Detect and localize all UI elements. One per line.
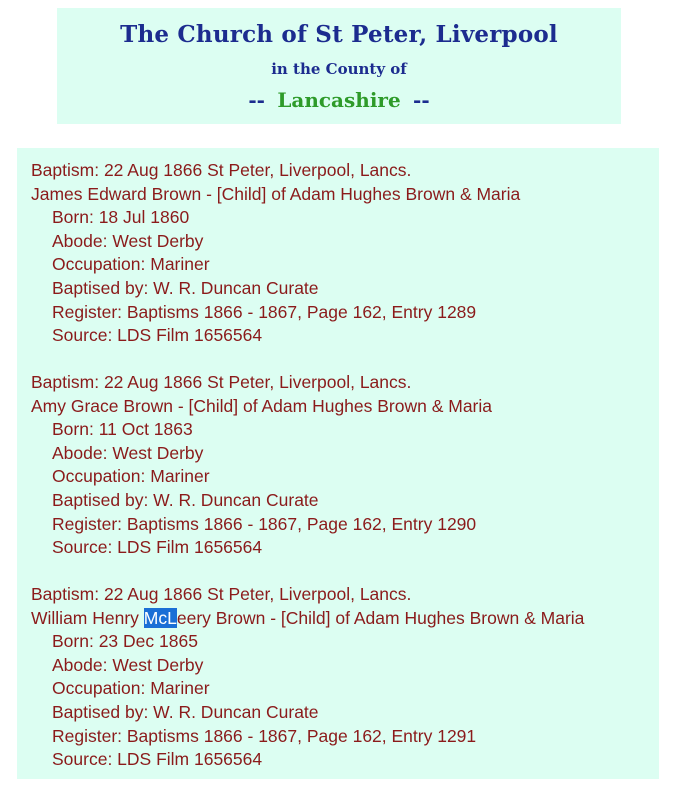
register-line: Register: Baptisms 1866 - 1867, Page 162, Entry 1290 (52, 513, 477, 534)
born-line: Born: 18 Jul 1860 (52, 207, 190, 228)
name-line: Amy Grace Brown - [Child] of Adam Hughes Brown & Maria (31, 395, 493, 416)
born-line: Born: 23 Dec 1865 (52, 631, 198, 652)
register-line: Register: Baptisms 1866 - 1867, Page 162, Entry 1289 (52, 301, 477, 322)
name-text-after: eery Brown - [Child] of Adam Hughes Brown & Maria (176, 607, 585, 628)
occupation-line: Occupation: Mariner (52, 678, 210, 699)
dash-left: -- (248, 88, 265, 112)
source-line: Source: LDS Film 1656564 (52, 325, 263, 346)
baptism-record (31, 371, 492, 560)
name-text-before: William Henry (31, 607, 144, 628)
page-header (57, 8, 621, 124)
baptism-record (31, 583, 584, 772)
county-name-line (57, 88, 621, 112)
baptised-by-line: Baptised by: W. R. Duncan Curate (52, 277, 319, 298)
name-line: James Edward Brown - [Child] of Adam Hughes Brown & Maria (31, 183, 521, 204)
occupation-line: Occupation: Mariner (52, 254, 210, 275)
baptism-line: Baptism: 22 Aug 1866 St Peter, Liverpool, Lancs. (31, 372, 412, 392)
abode-line: Abode: West Derby (52, 442, 204, 463)
county-name: Lancashire (277, 88, 401, 112)
born-line: Born: 11 Oct 1863 (52, 419, 193, 440)
records-panel (17, 148, 659, 779)
baptised-by-line: Baptised by: W. R. Duncan Curate (52, 701, 319, 722)
abode-line: Abode: West Derby (52, 654, 204, 675)
selected-text[interactable]: McL (143, 607, 177, 628)
register-line: Register: Baptisms 1866 - 1867, Page 162, Entry 1291 (52, 725, 477, 746)
dash-right: -- (413, 88, 430, 112)
source-line: Source: LDS Film 1656564 (52, 537, 263, 558)
source-line: Source: LDS Film 1656564 (52, 749, 263, 770)
baptism-line: Baptism: 22 Aug 1866 St Peter, Liverpool, Lancs. (31, 160, 412, 180)
baptism-line: Baptism: 22 Aug 1866 St Peter, Liverpool, Lancs. (31, 584, 412, 604)
name-line (31, 607, 584, 631)
county-line: in the County of (271, 60, 407, 78)
baptism-record (31, 159, 520, 348)
abode-line: Abode: West Derby (52, 230, 204, 251)
occupation-line: Occupation: Mariner (52, 466, 210, 487)
baptised-by-line: Baptised by: W. R. Duncan Curate (52, 489, 319, 510)
church-title: The Church of St Peter, Liverpool (120, 21, 558, 48)
